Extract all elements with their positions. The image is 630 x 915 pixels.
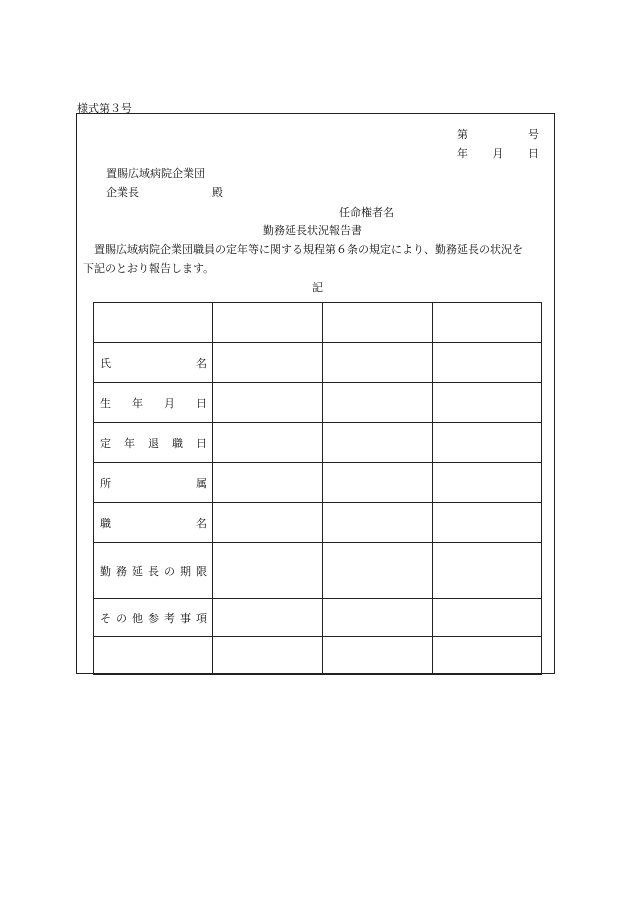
row-label-cell xyxy=(94,423,213,463)
document-title: 勤務延長状況報告書 xyxy=(263,224,362,237)
appointer-name-label: 任命権者名 xyxy=(339,206,394,219)
entry-cell[interactable] xyxy=(213,463,323,503)
table-row xyxy=(94,637,542,675)
row-label-char: 長 xyxy=(148,564,159,578)
row-label-char: 考 xyxy=(164,611,175,625)
table-row xyxy=(94,303,542,343)
entry-cell[interactable] xyxy=(323,543,433,599)
row-label-char: 所 xyxy=(100,476,111,490)
entry-cell[interactable] xyxy=(213,343,323,383)
row-label-char: 参 xyxy=(148,611,159,625)
entry-cell[interactable] xyxy=(213,423,323,463)
row-label xyxy=(94,563,212,579)
row-label-char: 名 xyxy=(196,356,207,370)
row-label-char: 年 xyxy=(124,436,135,450)
row-label-char: 職 xyxy=(100,516,111,530)
row-label-char: 月 xyxy=(164,396,175,410)
entry-cell[interactable] xyxy=(323,303,433,343)
report-form-frame xyxy=(76,113,555,674)
row-label-char: 定 xyxy=(100,436,111,450)
entry-cell[interactable] xyxy=(213,503,323,543)
number-prefix: 第 xyxy=(457,128,468,141)
row-label-char: 生 xyxy=(100,396,111,410)
table-row xyxy=(94,383,542,423)
row-label-char: 属 xyxy=(196,476,207,490)
row-label-char: 延 xyxy=(132,564,143,578)
entry-cell[interactable] xyxy=(433,599,542,637)
date-year: 年 xyxy=(457,147,468,160)
body-text-line-1: 置賜広域病院企業団職員の定年等に関する規程第６条の規定により、勤務延長の状況を xyxy=(94,243,523,256)
entry-cell[interactable] xyxy=(433,423,542,463)
row-label-cell xyxy=(94,383,213,423)
entry-cell[interactable] xyxy=(323,383,433,423)
row-label-char: の xyxy=(164,564,175,578)
entry-cell[interactable] xyxy=(433,463,542,503)
form-number-label: 様式第３号 xyxy=(77,102,132,115)
row-label-char: 日 xyxy=(196,396,207,410)
table-row xyxy=(94,503,542,543)
entry-cell[interactable] xyxy=(323,423,433,463)
row-label xyxy=(94,515,212,531)
entry-cell[interactable] xyxy=(323,637,433,675)
entry-cell[interactable] xyxy=(433,543,542,599)
table-row xyxy=(94,463,542,503)
addressee-honorific: 殿 xyxy=(212,186,223,199)
entry-cell[interactable] xyxy=(213,303,323,343)
entry-cell[interactable] xyxy=(433,637,542,675)
row-label-cell xyxy=(94,637,213,675)
row-label-char: 事 xyxy=(180,611,191,625)
row-label-char: 氏 xyxy=(100,356,111,370)
body-text-line-2: 下記のとおり報告します。 xyxy=(83,262,215,275)
table-row xyxy=(94,543,542,599)
ki-label: 記 xyxy=(312,281,323,294)
date-day: 日 xyxy=(528,147,539,160)
row-label xyxy=(94,610,212,626)
row-label-cell xyxy=(94,303,213,343)
table-row xyxy=(94,599,542,637)
row-label xyxy=(94,435,212,451)
addressee-organization: 置賜広域病院企業団 xyxy=(106,167,205,180)
entry-cell[interactable] xyxy=(323,503,433,543)
document-number-line xyxy=(457,126,539,142)
row-label-cell xyxy=(94,503,213,543)
row-label-char: 名 xyxy=(196,516,207,530)
entry-cell[interactable] xyxy=(323,343,433,383)
row-label-cell xyxy=(94,543,213,599)
row-label xyxy=(94,475,212,491)
entry-cell[interactable] xyxy=(213,383,323,423)
row-label-char: 年 xyxy=(132,396,143,410)
table-row xyxy=(94,423,542,463)
row-label-char: の xyxy=(116,611,127,625)
entry-cell[interactable] xyxy=(213,543,323,599)
entry-cell[interactable] xyxy=(323,599,433,637)
row-label-char: 期 xyxy=(180,564,191,578)
row-label-char: 勤 xyxy=(100,564,111,578)
report-table xyxy=(93,302,542,675)
row-label xyxy=(94,355,212,371)
entry-cell[interactable] xyxy=(433,503,542,543)
table-row xyxy=(94,343,542,383)
row-label-char: 他 xyxy=(132,611,143,625)
entry-cell[interactable] xyxy=(433,383,542,423)
entry-cell[interactable] xyxy=(213,599,323,637)
row-label xyxy=(94,395,212,411)
date-month: 月 xyxy=(492,147,504,160)
row-label-char: そ xyxy=(100,611,111,625)
addressee-title: 企業長 xyxy=(106,186,139,199)
row-label-char: 日 xyxy=(196,436,207,450)
row-label-char: 限 xyxy=(196,564,207,578)
entry-cell[interactable] xyxy=(433,303,542,343)
row-label-cell xyxy=(94,343,213,383)
entry-cell[interactable] xyxy=(213,637,323,675)
date-line xyxy=(457,145,539,161)
entry-cell[interactable] xyxy=(433,343,542,383)
row-label-char: 退 xyxy=(148,436,159,450)
row-label-char: 務 xyxy=(116,564,127,578)
row-label-char: 項 xyxy=(196,611,207,625)
row-label-cell xyxy=(94,463,213,503)
number-suffix: 号 xyxy=(528,128,539,141)
row-label-char: 職 xyxy=(172,436,183,450)
entry-cell[interactable] xyxy=(323,463,433,503)
row-label-cell xyxy=(94,599,213,637)
